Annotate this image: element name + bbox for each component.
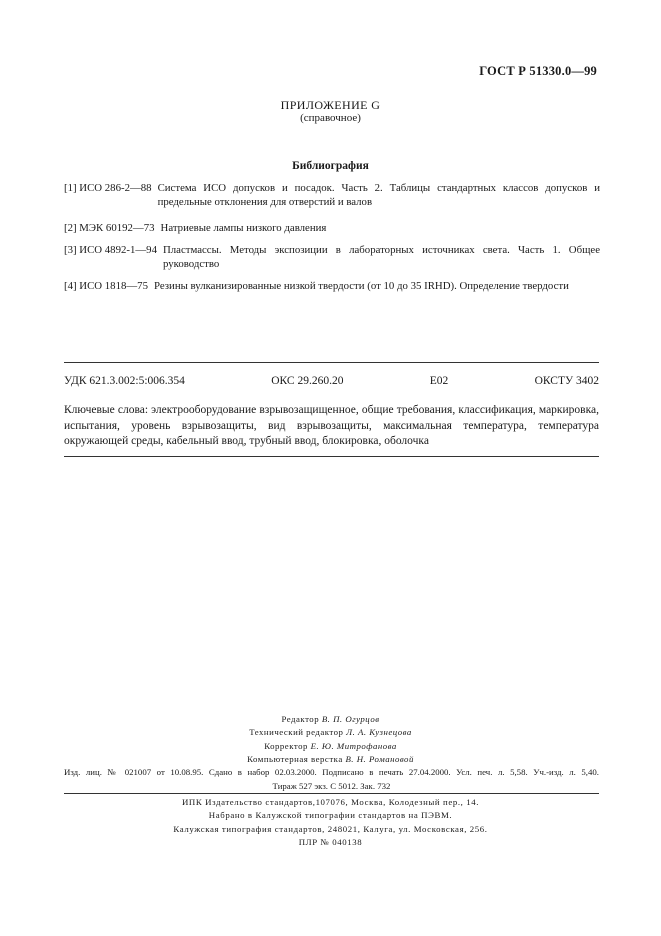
e-code: Е02 xyxy=(429,375,449,387)
imprint-line-1: Изд. лиц. № 021007 от 10.08.95. Сдано в набор 02.03.2000. Подписано в печать 27.04.2000. Усл. печ. л. 5,58. Уч.-изд. л. 5,40. xyxy=(64,767,599,777)
bibliography-item xyxy=(64,280,600,294)
bibliography-text: Резины вулканизированные низкой твердости (от 10 до 35 IRHD). Определение твердости xyxy=(153,280,569,292)
oks-code: ОКС 29.260.20 xyxy=(271,375,344,387)
publisher xyxy=(0,796,661,849)
divider xyxy=(64,793,599,794)
publisher-line-4: ПЛР № 040138 xyxy=(298,836,363,847)
credit-corrector: Корректор Е. Ю. Митрофанова xyxy=(264,740,397,751)
credit-editor: Редактор В. П. Огурцов xyxy=(281,714,380,724)
bibliography-heading: Библиография xyxy=(292,160,369,172)
imprint xyxy=(64,766,599,793)
keywords: Ключевые слова: электрооборудование взрывозащищенное, общие требования, классификация, маркировка, испытания, уровень взрывозащиты, вид взрывозащиты, максимальная температура, температура окружающей среды, кабельный ввод, трубный ввод, блокировка, оболочка xyxy=(64,404,599,447)
bibliography-item xyxy=(64,222,600,236)
bibliography-ref: [2] МЭК 60192—73 xyxy=(64,222,155,234)
credit-layout: Компьютерная верстка В. Н. Романовой xyxy=(247,753,414,764)
credit-tech-editor: Технический редактор Л. А. Кузнецова xyxy=(249,727,412,738)
publisher-line-1: ИПК Издательство стандартов,107076, Москва, Колодезный пер., 14. xyxy=(181,797,480,807)
publisher-line-2: Набрано в Калужской типографии стандартов на ПЭВМ. xyxy=(208,810,453,821)
bibliography-text: Натриевые лампы низкого давления xyxy=(160,222,327,234)
publisher-line-3: Калужская типография стандартов, 248021, Калуга, ул. Московская, 256. xyxy=(173,823,488,834)
bibliography-item xyxy=(64,244,600,271)
okstu-code: ОКСТУ 3402 xyxy=(534,375,599,387)
bibliography-ref: [1] ИСО 286-2—88 xyxy=(64,182,152,194)
imprint-line-2: Тираж 527 экз. С 5012. Зак. 732 xyxy=(272,780,391,791)
bibliography-text: Система ИСО допусков и посадок. Часть 2. Таблицы стандартных классов допусков и предельные отклонения для отверстий и валов xyxy=(157,182,600,208)
bibliography-ref: [3] ИСО 4892-1—94 xyxy=(64,244,157,256)
udk-code: УДК 621.3.002:5:006.354 xyxy=(64,375,185,387)
bibliography-text: Пластмассы. Методы экспозиции в лабораторных источниках света. Часть 1. Общее руководство xyxy=(162,244,600,270)
document-code: ГОСТ Р 51330.0—99 xyxy=(479,64,597,78)
credits xyxy=(0,713,661,766)
divider xyxy=(64,362,599,363)
bibliography-ref: [4] ИСО 1818—75 xyxy=(64,280,148,292)
divider xyxy=(64,456,599,457)
bibliography-item xyxy=(64,182,600,209)
classification-row xyxy=(64,375,599,387)
annex-title: ПРИЛОЖЕНИЕ G xyxy=(280,98,381,112)
annex-subtitle: (справочное) xyxy=(300,112,361,124)
